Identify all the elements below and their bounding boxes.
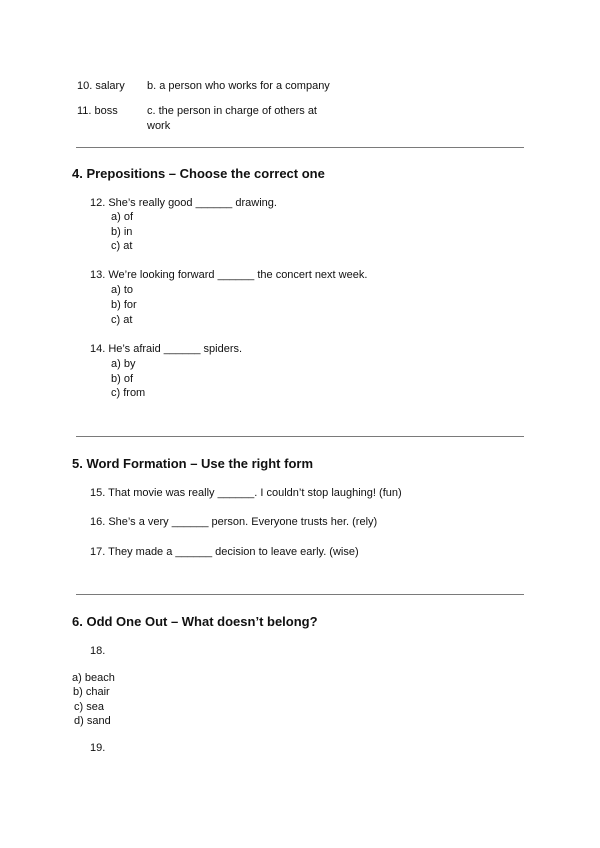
- option-item: d) sand: [74, 715, 111, 727]
- option-item: b) of: [111, 373, 134, 385]
- option-item: c) sea: [74, 701, 104, 713]
- option-item: a) beach: [72, 672, 115, 684]
- option-item: a) by: [111, 358, 136, 370]
- option-item: c) at: [111, 240, 133, 252]
- section-heading-odd-one-out: 6. Odd One Out – What doesn’t belong?: [72, 614, 318, 629]
- question-19: 19.: [90, 742, 106, 754]
- matching-item-definition: c. the person in charge of others at: [147, 105, 317, 117]
- question-17: 17. They made a ______ decision to leave early. (wise): [90, 546, 359, 558]
- option-item: b) for: [111, 299, 137, 311]
- matching-item-definition-cont: work: [147, 120, 171, 132]
- question-18: 18.: [90, 645, 106, 657]
- section-divider: [76, 594, 524, 595]
- question-14: 14. He’s afraid ______ spiders.: [90, 343, 243, 355]
- matching-item-number: 11. boss: [77, 105, 118, 117]
- option-item: b) chair: [73, 686, 110, 698]
- matching-item-definition: b. a person who works for a company: [147, 80, 330, 92]
- question-12: 12. She’s really good ______ drawing.: [90, 197, 277, 209]
- option-item: a) of: [111, 211, 134, 223]
- section-heading-prepositions: 4. Prepositions – Choose the correct one: [72, 166, 325, 181]
- option-item: b) in: [111, 226, 133, 238]
- option-item: a) to: [111, 284, 134, 296]
- option-item: c) at: [111, 314, 133, 326]
- section-heading-word-formation: 5. Word Formation – Use the right form: [72, 456, 314, 471]
- question-13: 13. We’re looking forward ______ the concert next week.: [90, 269, 368, 281]
- matching-item-number: 10. salary: [77, 80, 125, 92]
- option-item: c) from: [111, 387, 146, 399]
- section-divider: [76, 436, 524, 437]
- section-divider: [76, 147, 524, 148]
- question-16: 16. She’s a very ______ person. Everyone trusts her. (rely): [90, 516, 378, 528]
- question-15: 15. That movie was really ______. I couldn’t stop laughing! (fun): [90, 487, 402, 499]
